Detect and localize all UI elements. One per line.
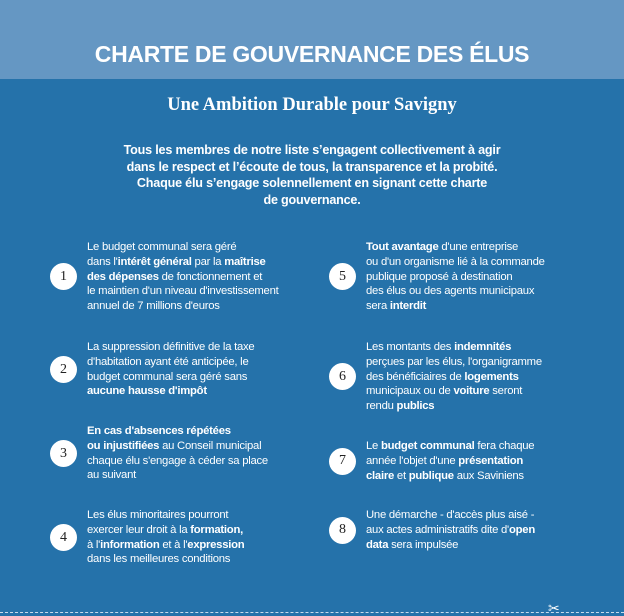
emphasis-text: aucune hausse d'impôt [87, 385, 207, 398]
commitment-line [366, 508, 535, 523]
body-text: aux actes administratifs dite d' [366, 523, 509, 536]
commitment-line [87, 384, 254, 399]
intro-line: de gouvernance. [263, 192, 361, 207]
commitment-line [366, 469, 534, 484]
emphasis-text: expression [187, 538, 245, 551]
emphasis-text: Tout avantage [366, 241, 439, 253]
commitment-text [366, 439, 534, 483]
commitment-text [87, 508, 244, 567]
number-badge: 5 [329, 263, 356, 290]
emphasis-text: présentation [458, 454, 524, 467]
emphasis-text: En cas d'absences répétées [87, 425, 231, 437]
commitment-text [366, 340, 542, 414]
commitment-line [87, 508, 244, 523]
body-text: au Conseil municipal [159, 439, 262, 452]
body-text: exercer leur droit à la [87, 523, 191, 536]
commitment-line [87, 284, 279, 299]
commitment-line [366, 384, 542, 399]
commitment-line [87, 538, 244, 553]
commitment-7 [329, 439, 534, 483]
commitment-line [366, 538, 535, 553]
body-text: sera impulsée [388, 538, 459, 551]
body-text: rendu [366, 400, 397, 413]
emphasis-text: voiture [453, 385, 490, 398]
body-text: d'une entreprise [438, 241, 519, 253]
body-text: annuel de 7 millions d'euros [87, 300, 220, 313]
body-text: aux Saviniens [453, 469, 524, 482]
commitment-line [87, 424, 268, 439]
body-text: fera chaque [474, 440, 535, 452]
body-text: seront [489, 385, 523, 398]
commitment-text [87, 340, 254, 399]
emphasis-text: budget communal [380, 440, 475, 452]
scissors-icon: ✂ [548, 600, 560, 616]
body-text: année l'objet d'une [366, 454, 459, 467]
commitment-line [366, 454, 534, 469]
number-badge: 7 [329, 448, 356, 475]
number-badge: 3 [50, 440, 77, 467]
body-text: municipaux ou de [366, 385, 454, 398]
emphasis-text: data [366, 538, 389, 551]
number-badge: 4 [50, 524, 77, 551]
body-text: au suivant [87, 469, 136, 482]
commitment-text [87, 424, 268, 483]
commitment-line [87, 552, 244, 567]
commitment-2 [50, 340, 254, 399]
emphasis-text: publique [408, 469, 454, 482]
body-text: de fonctionnement et [158, 270, 263, 283]
emphasis-text: des dépenses [87, 270, 159, 283]
commitment-4 [50, 508, 244, 567]
commitment-line [87, 523, 244, 538]
commitment-line [87, 454, 268, 469]
cut-line-divider [0, 612, 624, 613]
emphasis-text: claire [366, 469, 395, 482]
intro-paragraph [82, 142, 542, 208]
commitment-text [366, 240, 545, 314]
intro-line: dans le respect et l’écoute de tous, la transparence et la probité. [126, 159, 498, 174]
body-text: le maintien d'un niveau d'investissement [87, 285, 279, 298]
emphasis-text: indemnités [454, 341, 512, 353]
body-text: chaque élu s'engage à céder sa place [87, 454, 268, 467]
body-text: Les élus minoritaires pourront [87, 509, 229, 521]
emphasis-text: maîtrise [224, 255, 266, 268]
commitment-line [366, 399, 542, 414]
commitment-1 [50, 240, 279, 314]
body-text: perçues par les élus, l'organigramme [366, 355, 542, 368]
emphasis-text: formation, [190, 523, 243, 536]
commitment-3 [50, 424, 268, 483]
commitment-line [87, 240, 279, 255]
body-text: publique proposé à destination [366, 270, 513, 283]
commitment-line [366, 240, 545, 255]
commitment-line [366, 370, 542, 385]
body-text: et [394, 469, 409, 482]
body-text: dans l' [87, 255, 118, 268]
commitment-line [366, 270, 545, 285]
intro-line: Tous les membres de notre liste s’engagent collectivement à agir [123, 143, 501, 157]
commitment-line [87, 255, 279, 270]
number-badge: 2 [50, 356, 77, 383]
commitment-line [366, 299, 545, 314]
commitment-text [366, 508, 535, 552]
body-text: des élus ou des agents municipaux [366, 285, 535, 298]
commitment-line [87, 270, 279, 285]
emphasis-text: logements [464, 370, 519, 383]
body-text: Une démarche - d'accès plus aisé - [366, 509, 535, 521]
commitment-line [366, 284, 545, 299]
body-text: Les montants des [366, 341, 455, 353]
commitment-line [366, 523, 535, 538]
emphasis-text: interdit [389, 300, 427, 313]
emphasis-text: information [100, 538, 160, 551]
body-text: dans les meilleures conditions [87, 553, 231, 566]
commitment-5 [329, 240, 545, 314]
intro-line: Chaque élu s’engage solennellement en signant cette charte [136, 176, 488, 190]
emphasis-text: ou injustifiées [87, 439, 160, 452]
commitment-line [366, 355, 542, 370]
body-text: par la [191, 255, 225, 268]
page-subtitle: Une Ambition Durable pour Savigny [167, 95, 457, 115]
body-text: Le [366, 440, 381, 452]
commitment-line [87, 468, 268, 483]
commitment-text [87, 240, 279, 314]
commitment-line [87, 439, 268, 454]
commitment-line [366, 439, 534, 454]
commitment-line [87, 355, 254, 370]
body-text: à l' [87, 538, 101, 551]
body-text: des bénéficiaires de [366, 370, 465, 383]
commitment-line [87, 340, 254, 355]
body-text: et à l' [159, 538, 188, 551]
body-text: La suppression définitive de la taxe [87, 341, 255, 353]
commitment-8 [329, 508, 535, 552]
commitment-line [366, 255, 545, 270]
number-badge: 1 [50, 263, 77, 290]
body-text: sera [366, 300, 390, 313]
number-badge: 8 [329, 517, 356, 544]
page-title: CHARTE DE GOUVERNANCE DES ÉLUS [94, 41, 530, 67]
body-text: Le budget communal sera géré [87, 241, 237, 253]
body-text: ou d'un organisme lié à la commande [366, 255, 545, 268]
emphasis-text: publics [396, 400, 435, 413]
commitment-line [87, 299, 279, 314]
commitment-6 [329, 340, 542, 414]
body-text: budget communal sera géré sans [87, 370, 248, 383]
emphasis-text: open [508, 523, 535, 536]
emphasis-text: intérêt général [117, 255, 192, 268]
body-text: d'habitation ayant été anticipée, le [87, 355, 249, 368]
commitment-line [366, 340, 542, 355]
commitment-line [87, 370, 254, 385]
number-badge: 6 [329, 363, 356, 390]
